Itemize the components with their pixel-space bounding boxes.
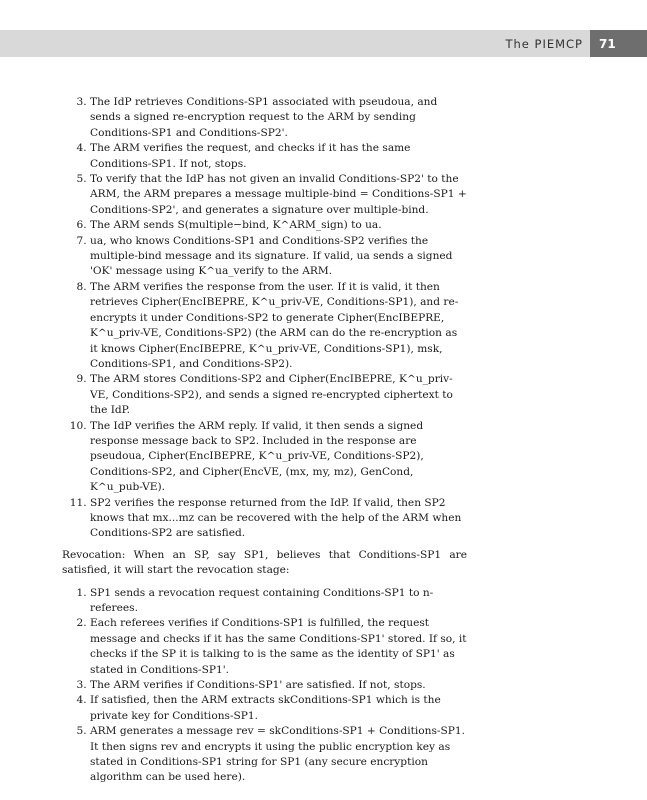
list-item: 5. To verify that the IdP has not given an invalid Conditions-SP2' to the ARM, the ARM prepares a message multiple-bind = Conditions-SP1 + Conditions-SP2', and generates a signature over multiple-bind. (90, 172, 467, 218)
protocol-steps-list (62, 95, 467, 542)
page-body (62, 95, 467, 786)
list-item: 3. The IdP retrieves Conditions-SP1 associated with pseudoua, and sends a signed re-encryption request to the ARM by sending Conditions-SP1 and Conditions-SP2'. (90, 95, 467, 141)
running-header (0, 30, 590, 57)
list-item: 1. SP1 sends a revocation request containing Conditions-SP1 to n-referees. (90, 586, 467, 617)
list-item: 7. ua, who knows Conditions-SP1 and Conditions-SP2 verifies the multiple-bind message and its signature. If valid, ua sends a signed 'OK' message using K^ua_verify to the ARM. (90, 234, 467, 280)
list-item: 9. The ARM stores Conditions-SP2 and Cipher(EncIBEPRE, K^u_priv-VE, Conditions-SP2), and sends a signed re-encrypted ciphertext to the IdP. (90, 372, 467, 418)
list-item: 3. The ARM verifies if Conditions-SP1' are satisfied. If not, stops. (90, 678, 467, 693)
list-item: 11. SP2 verifies the response returned from the IdP. If valid, then SP2 knows that mx...mz can be recovered with the help of the ARM when Conditions-SP2 are satisfied. (90, 496, 467, 542)
revocation-steps-list (62, 586, 467, 786)
running-header-title: The PIEMCP (505, 37, 583, 51)
list-item: 4. If satisfied, then the ARM extracts skConditions-SP1 which is the private key for Conditions-SP1. (90, 693, 467, 724)
list-item: 10. The IdP verifies the ARM reply. If valid, it then sends a signed response message back to SP2. Included in the response are pseudoua, Cipher(EncIBEPRE, K^u_priv-VE, Conditions-SP2), Conditions-SP2, and Cipher(EncVE, (mx, my, mz), GenCond, K^u_pub-VE). (90, 419, 467, 496)
list-item: 6. The ARM sends S(multiple−bind, K^ARM_sign) to ua. (90, 218, 467, 233)
list-item: 5. ARM generates a message rev = skConditions-SP1 + Conditions-SP1. It then signs rev and encrypts it using the public encryption key as stated in Conditions-SP1 string for SP1 (any secure encryption algorithm can be used here). (90, 724, 467, 786)
revocation-paragraph: Revocation: When an SP, say SP1, believes that Conditions-SP1 are satisfied, it will start the revocation stage: (62, 548, 467, 577)
list-item: 4. The ARM verifies the request, and checks if it has the same Conditions-SP1. If not, stops. (90, 141, 467, 172)
page-number: 71 (590, 30, 647, 57)
list-item: 2. Each referees verifies if Conditions-SP1 is fulfilled, the request message and checks if it has the same Conditions-SP1' stored. If so, it checks if the SP it is talking to is the same as the identity of SP1' as stated in Conditions-SP1'. (90, 616, 467, 678)
list-item: 8. The ARM verifies the response from the user. If it is valid, it then retrieves Cipher(EncIBEPRE, K^u_priv-VE, Conditions-SP1), and re-encrypts it under Conditions-SP2 to generate Cipher(EncIBEPRE, K^u_priv-VE, Conditions-SP2) (the ARM can do the re-encryption as it knows Cipher(EncIBEPRE, K^u_priv-VE, Conditions-SP1), msk, Conditions-SP1, and Conditions-SP2). (90, 280, 467, 372)
